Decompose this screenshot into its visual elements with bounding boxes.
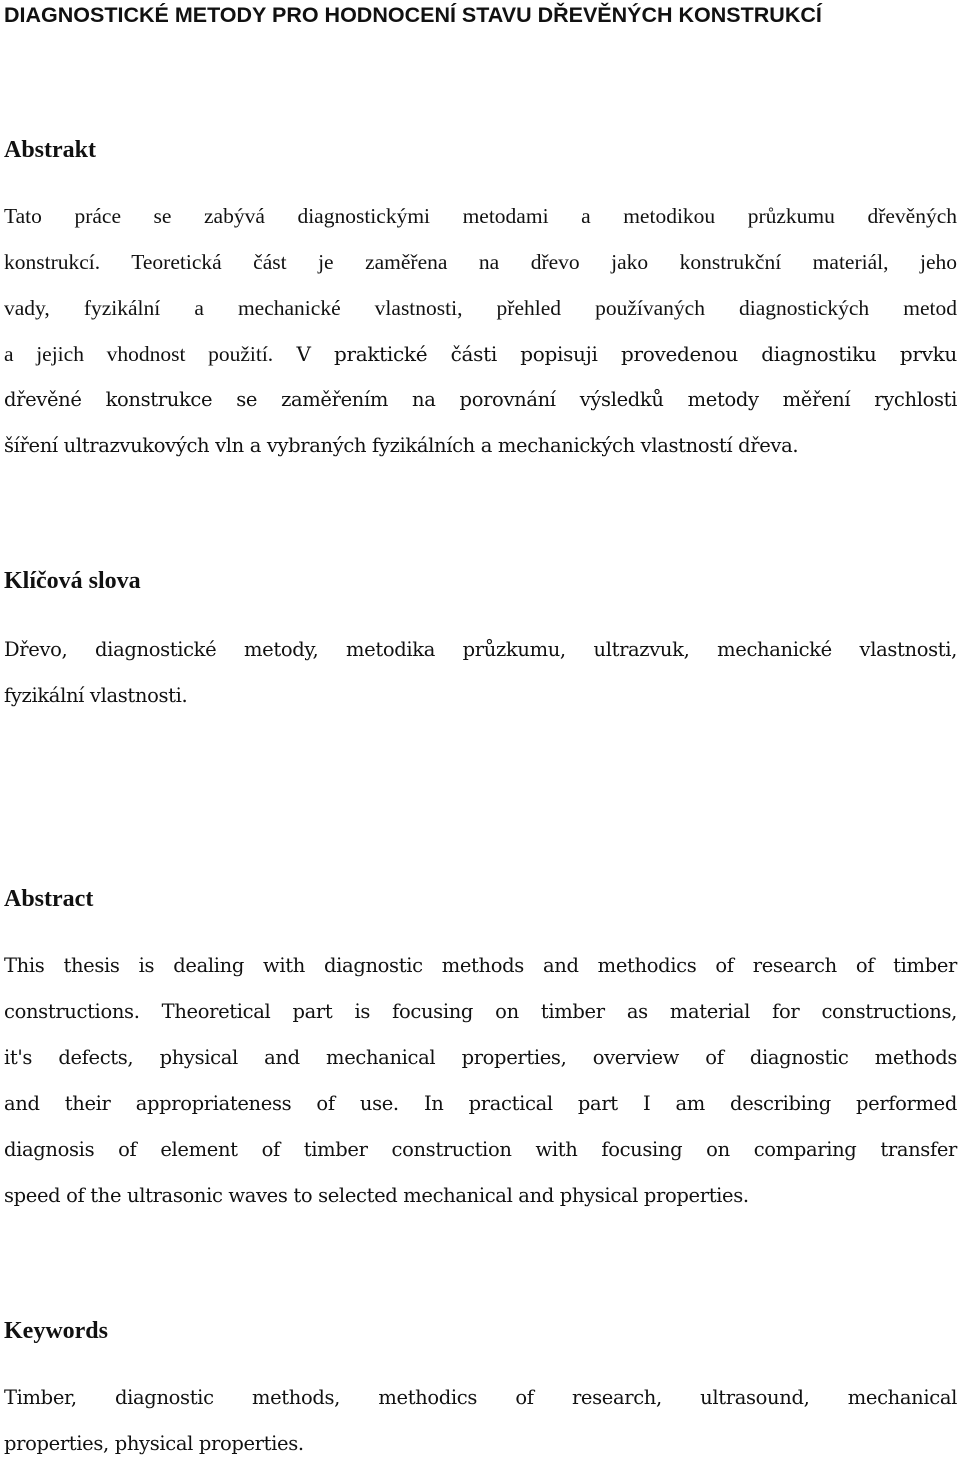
abstrakt-line: dřevěné konstrukce se zaměřením na porovnání výsledků metody měření rychlosti <box>4 388 957 411</box>
klicova-slova-line: Dřevo, diagnostické metody, metodika průzkumu, ultrazvuk, mechanické vlastnosti, <box>4 638 957 661</box>
abstract-line: speed of the ultrasonic waves to selected mechanical and physical properties. <box>4 1184 749 1207</box>
keywords-line: properties, physical properties. <box>4 1432 304 1455</box>
keywords-line: Timber, diagnostic methods, methodics of research, ultrasound, mechanical <box>4 1386 957 1409</box>
abstrakt-line: Tato práce se zabývá diagnostickými metodami a metodikou průzkumu dřevěných <box>4 204 957 228</box>
abstrakt-line: vady, fyzikální a mechanické vlastnosti, přehled používaných diagnostických metod <box>4 296 957 320</box>
abstract-line: This thesis is dealing with diagnostic methods and methodics of research of timber <box>4 954 957 977</box>
abstrakt-line: konstrukcí. Teoretická část je zaměřena na dřevo jako konstrukční materiál, jeho <box>4 250 957 274</box>
klicova-slova-paragraph <box>4 627 957 719</box>
abstract-line: diagnosis of element of timber construction with focusing on comparing transfer <box>4 1138 957 1161</box>
abstrakt-heading: Abstrakt <box>4 137 97 163</box>
abstrakt-line: šíření ultrazvukových vln a vybraných fyzikálních a mechanických vlastností dřeva. <box>4 434 799 457</box>
abstract-paragraph <box>4 943 957 1219</box>
abstrakt-line-segment: a jejich vhodnost použití. <box>4 342 274 366</box>
abstract-line: and their appropriateness of use. In practical part I am describing performed <box>4 1092 957 1115</box>
abstract-line: it's defects, physical and mechanical properties, overview of diagnostic methods <box>4 1046 957 1069</box>
abstract-line: constructions. Theoretical part is focusing on timber as material for constructions, <box>4 1000 957 1023</box>
keywords-paragraph <box>4 1375 957 1467</box>
document-title: DIAGNOSTICKÉ METODY PRO HODNOCENÍ STAVU DŘEVĚNÝCH KONSTRUKCÍ <box>4 3 822 27</box>
abstrakt-line-segment: V praktické části popisuji provedenou diagnostiku prvku <box>273 342 958 366</box>
keywords-heading: Keywords <box>4 1318 108 1344</box>
abstrakt-line <box>4 331 957 377</box>
abstract-heading: Abstract <box>4 886 94 912</box>
klicova-slova-heading: Klíčová slova <box>4 568 141 594</box>
abstrakt-paragraph <box>4 193 957 469</box>
klicova-slova-line: fyzikální vlastnosti. <box>4 684 188 707</box>
